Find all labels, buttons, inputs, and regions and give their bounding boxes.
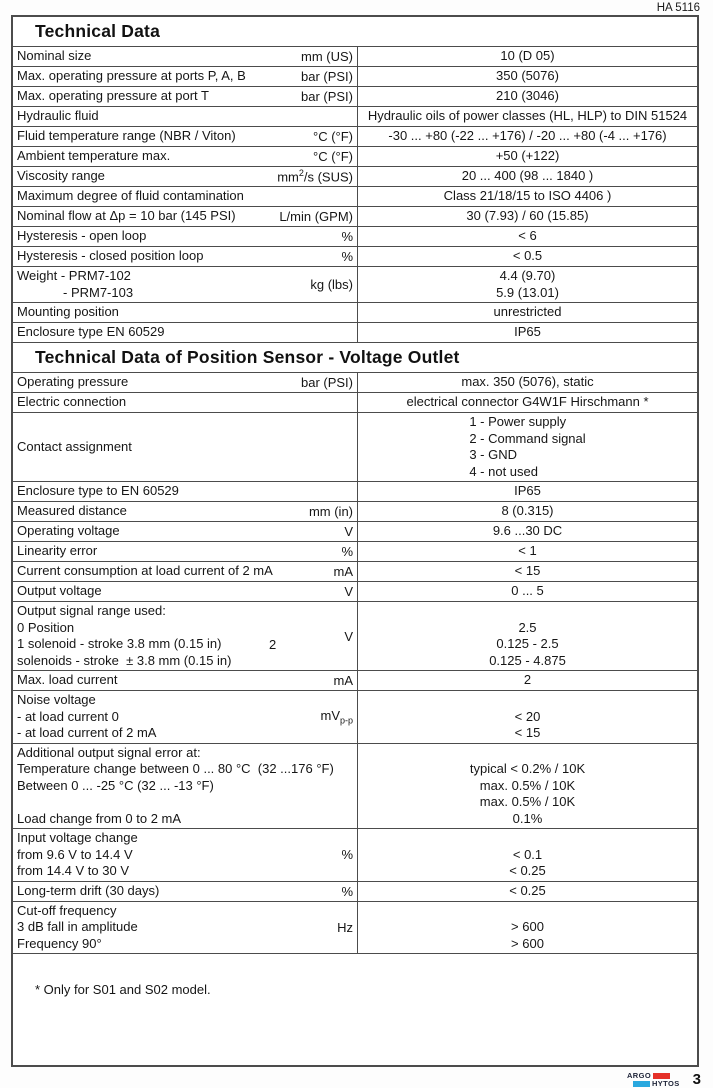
table-row [13,561,697,581]
section-title: Technical Data [35,21,161,41]
row-label-cell: Nominal flow at Δp = 10 bar (145 PSI) L/min (GPM) [13,207,357,226]
row-label-cell: Hydraulic fluid [17,108,99,124]
row-label-cell: Additional output signal error at: Temperature change between 0 ... 80 °C (32 ...176 °F) Between 0 ... -25 °C (32 ... -13 °F) Load change from 0 to 2 mA [17,744,334,826]
row-value-cell: 10 (D 05) [357,47,697,66]
row-label-cell: Operating pressure bar (PSI) [13,373,357,392]
logo-text-hytos: HYTOS [651,1078,680,1088]
row-unit: °C (°F) [313,149,353,164]
row-unit: bar (PSI) [300,69,353,84]
row-value-cell: < 6 [357,227,697,246]
row-label-cell: Cut-off frequency 3 dB fall in amplitude Frequency 90° Hz [13,902,357,954]
logo-red-block-icon [653,1073,670,1079]
row-label-cell: Output signal range used: 0 Position 1 solenoid - stroke 3.8 mm (0.15 in) solenoids - stroke ± 3.8 mm (0.15 in) 2 V [13,602,357,670]
row-unit: mm (US) [301,49,353,64]
footnote: * Only for S01 and S02 model. [13,953,697,1065]
row-unit: % [341,249,353,264]
row-value-cell: 30 (7.93) / 60 (15.85) [357,207,697,226]
row-label-cell: Linearity error % [13,542,357,561]
table-row [13,186,697,206]
table-row [13,881,697,901]
table-row [13,322,697,342]
table-row [13,828,697,881]
row-value-cell: Hydraulic oils of power classes (HL, HLP) to DIN 51524 [357,107,697,126]
logo-blue-block-icon [633,1081,650,1087]
table-row [13,226,697,246]
row-value-cell: 0 ... 5 [357,582,697,601]
row-unit: % [341,883,353,899]
table-row [13,372,697,392]
row-unit: mA [333,564,353,579]
row-value-cell: Class 21/18/15 to ISO 4406 ) [357,187,697,206]
row-value-cell: 4.4 (9.70) 5.9 (13.01) [357,267,697,302]
row-label-cell: Fluid temperature range (NBR / Viton) °C (°F) [13,127,357,146]
row-value-cell: > 600 > 600 [357,902,697,954]
row-value-cell: < 0.25 [357,882,697,901]
table-row [13,66,697,86]
table-row [13,901,697,954]
row-label-cell: Operating voltage V [13,522,357,541]
row-unit: Hz [337,919,353,935]
row-value-cell: < 0.5 [357,247,697,266]
row-value-cell: < 15 [357,562,697,581]
row-label-cell: Hysteresis - closed position loop % [13,247,357,266]
table-row [13,581,697,601]
row-label-cell: Enclosure type EN 60529 [17,324,165,340]
row-unit: V [344,524,353,539]
row-label-cell: Long-term drift (30 days) % [13,882,357,901]
table-row [13,106,697,126]
row-label-cell: Weight - PRM7-102 - PRM7-103 kg (lbs) [13,267,357,302]
stray-value: 2 [269,637,277,652]
table-row [13,690,697,743]
table-row [13,481,697,501]
table-row [13,302,697,322]
row-value-cell: < 20 < 15 [357,691,697,743]
table-row [13,46,697,66]
table-row [13,126,697,146]
row-label-cell: Max. operating pressure at ports P, A, B bar (PSI) [13,67,357,86]
row-unit: mA [333,673,353,688]
row-label-cell: Nominal size mm (US) [13,47,357,66]
section-title: Technical Data of Position Sensor - Voltage Outlet [13,342,697,372]
row-value-cell: IP65 [357,482,697,501]
table-row [13,541,697,561]
page-number: 3 [692,1071,701,1088]
row-label-cell: Output voltage V [13,582,357,601]
row-label-cell: Max. operating pressure at port T bar (PSI) [13,87,357,106]
table-row [13,501,697,521]
row-value-cell: 20 ... 400 (98 ... 1840 ) [357,167,697,186]
row-unit: % [341,229,353,244]
row-unit: V [344,584,353,599]
table-row [13,246,697,266]
row-value-cell: electrical connector G4W1F Hirschmann * [357,393,697,412]
page-footer [0,1067,713,1088]
row-unit: bar (PSI) [300,89,353,104]
row-value-cell: < 0.1 < 0.25 [357,829,697,881]
row-unit: V [344,628,353,644]
row-unit: mm (in) [308,504,353,519]
row-value-cell: typical < 0.2% / 10K max. 0.5% / 10K max. 0.5% / 10K 0.1% [357,744,697,829]
row-value-cell: 210 (3046) [357,87,697,106]
row-unit: $mV_{p-p}$ [320,707,353,726]
table-row [13,266,697,302]
row-value-cell: +50 (+122) [357,147,697,166]
logo-text-argo: ARGO [626,1070,652,1080]
row-label-cell: Current consumption at load current of 2 mA mA [13,562,357,581]
table-row [13,86,697,106]
row-label-cell: Viscosity range $mm^2/s$ (SUS) [13,167,357,186]
row-label-cell: Hysteresis - open loop % [13,227,357,246]
table-row [13,743,697,829]
table-row [13,146,697,166]
table-row [13,521,697,541]
row-label-cell: Electric connection [17,394,127,410]
row-label-cell: Maximum degree of fluid contamination [17,188,244,204]
table-row [13,601,697,670]
row-value-cell: max. 350 (5076), static [357,373,697,392]
row-value-cell: 1 - Power supply 2 - Command signal 3 - GND 4 - not used [357,413,697,481]
row-label-cell: Input voltage change from 9.6 V to 14.4 V from 14.4 V to 30 V % [13,829,357,881]
row-label-cell: Measured distance mm (in) [13,502,357,521]
row-value-cell: 8 (0.315) [357,502,697,521]
table-row [13,206,697,226]
row-unit: °C (°F) [313,129,353,144]
table-row [13,166,697,186]
table-row [13,412,697,481]
row-value-cell: 350 (5076) [357,67,697,86]
row-value-cell: IP65 [357,323,697,342]
row-value-cell: < 1 [357,542,697,561]
row-unit: $mm^2/s$ (SUS) [277,168,353,185]
row-label-cell: Noise voltage - at load current 0 - at load current of 2 mA $mV_{p-p}$ [13,691,357,743]
row-unit: % [341,544,353,559]
table-row [13,392,697,412]
row-label-cell: Max. load current mA [13,671,357,690]
row-label-cell: Enclosure type to EN 60529 [17,483,179,499]
row-value-cell: 9.6 ...30 DC [357,522,697,541]
row-value-cell: 2.5 0.125 - 2.5 0.125 - 4.875 [357,602,697,670]
data-sheet-frame [11,15,699,1067]
row-label-cell: Ambient temperature max. °C (°F) [13,147,357,166]
row-label-cell: Mounting position [17,304,119,320]
table-row [13,670,697,690]
row-value-cell: unrestricted [357,303,697,322]
row-unit: % [341,847,353,863]
row-label-cell: Contact assignment [17,438,132,454]
row-unit: kg (lbs) [310,277,353,292]
row-value-cell: -30 ... +80 (-22 ... +176) / -20 ... +80 (-4 ... +176) [357,127,697,146]
argo-hytos-logo [627,1072,680,1088]
doc-code: HA 5116 [656,2,700,14]
row-value-cell: 2 [357,671,697,690]
row-unit: bar (PSI) [300,375,353,390]
row-unit: L/min (GPM) [279,209,353,224]
